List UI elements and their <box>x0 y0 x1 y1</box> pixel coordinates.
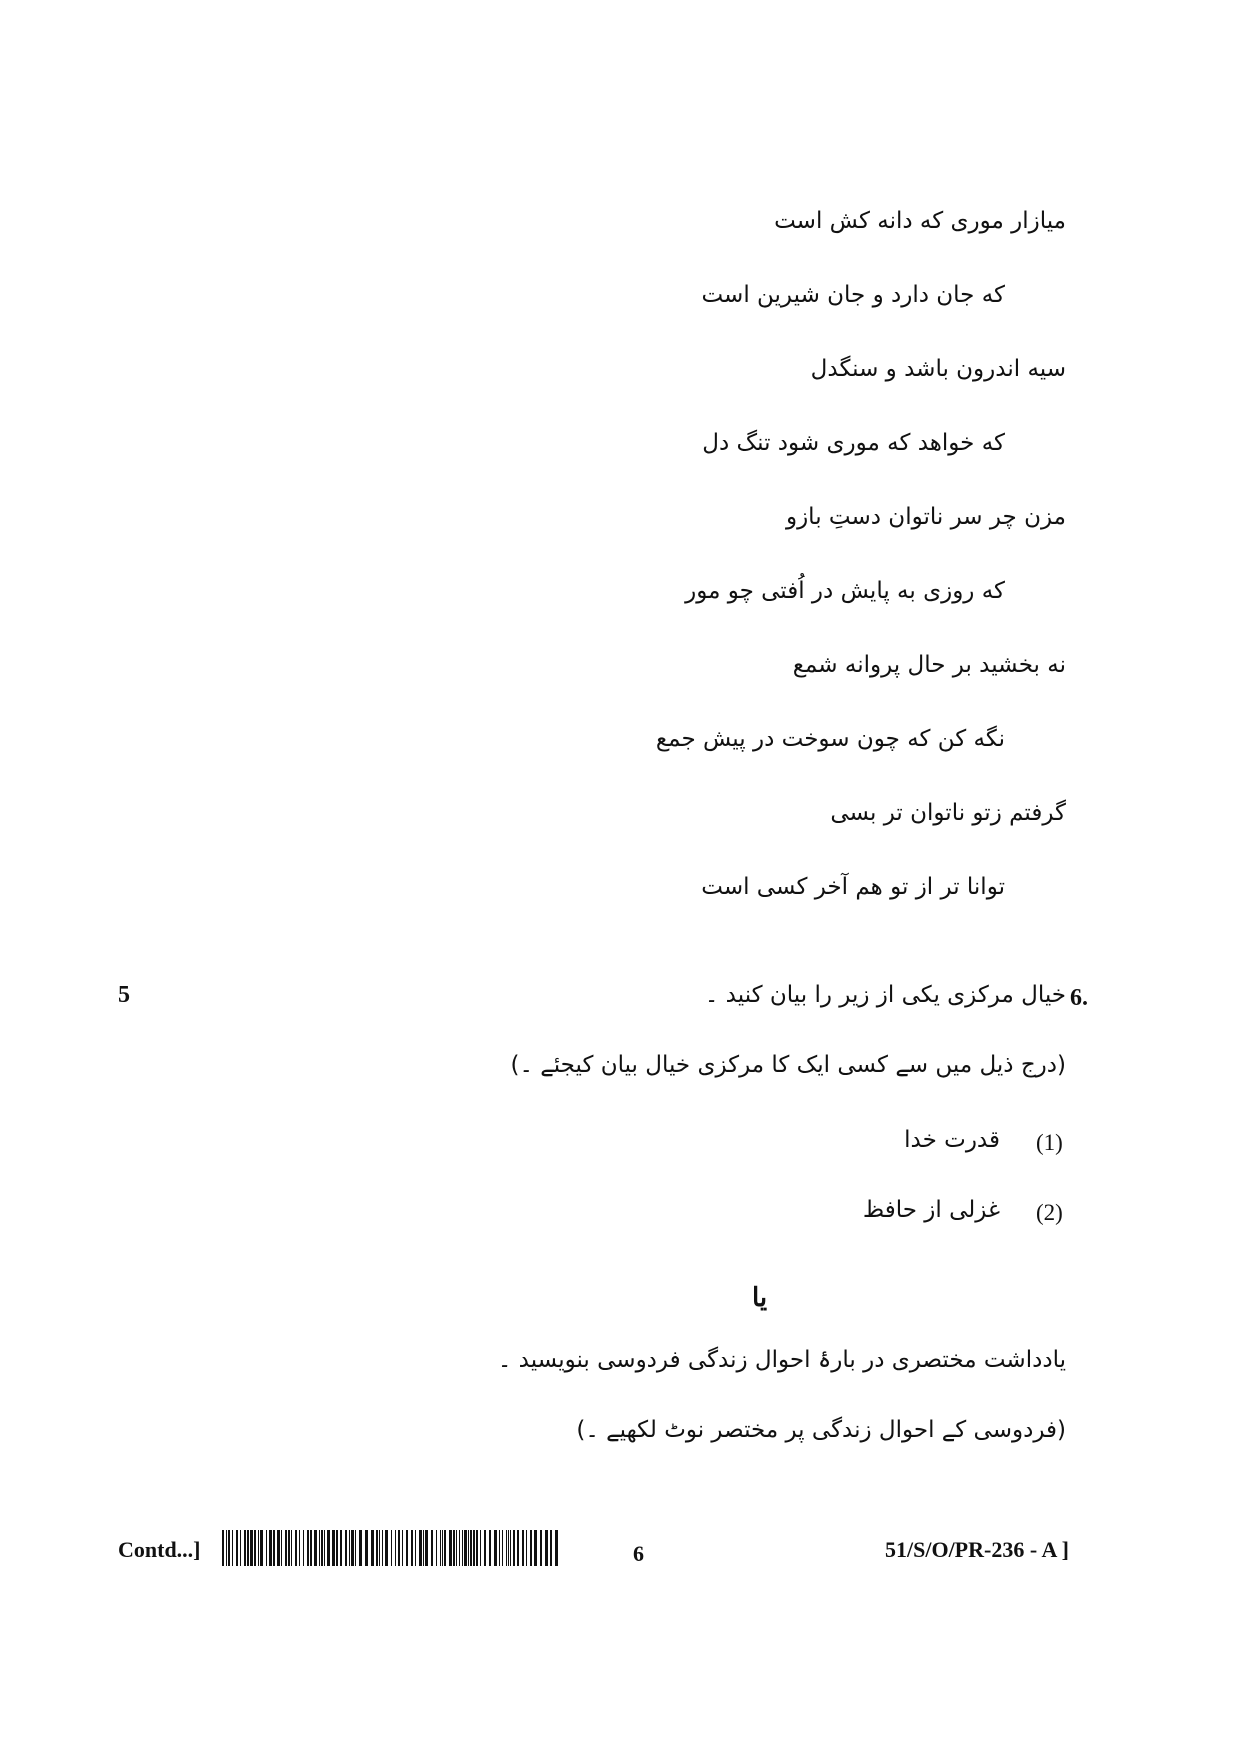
barcode-bar <box>470 1530 472 1566</box>
barcode-bar <box>222 1530 224 1566</box>
barcode-bar <box>228 1530 230 1566</box>
barcode-bar <box>273 1530 275 1566</box>
barcode-bar <box>480 1530 481 1566</box>
barcode-bar <box>464 1530 467 1566</box>
barcode-bar <box>288 1530 290 1566</box>
barcode-bar <box>502 1530 503 1566</box>
barcode-bar <box>349 1530 350 1566</box>
poem-line-10: توانا تر از تو هم آخر کسی است <box>701 874 1005 900</box>
poem-line-3: سیه اندرون باشد و سنگدل <box>810 356 1066 382</box>
barcode-bar <box>522 1530 524 1566</box>
barcode-bar <box>277 1530 280 1566</box>
poem-line-6: که روزی به پایش در اُفتی چو مور <box>685 578 1005 604</box>
barcode-bar <box>307 1530 309 1566</box>
barcode-bar <box>398 1530 400 1566</box>
poem-line-1: میازار موری که دانه کش است <box>774 208 1066 234</box>
barcode-bar <box>456 1530 457 1566</box>
contd-label: Contd...] <box>118 1537 201 1562</box>
barcode-bar <box>324 1530 325 1566</box>
barcode-bar <box>517 1530 519 1566</box>
barcode-bar <box>440 1530 441 1566</box>
barcode-bar <box>291 1530 292 1566</box>
barcode-bar <box>382 1530 383 1566</box>
barcode-bar <box>395 1530 396 1566</box>
barcode-bar <box>355 1530 356 1566</box>
barcode-bar <box>499 1530 500 1566</box>
barcode-bar <box>266 1530 267 1566</box>
barcode-bar <box>250 1530 253 1566</box>
barcode-bar <box>545 1530 548 1566</box>
option-1-number: (1) <box>1036 1130 1063 1155</box>
barcode-image <box>222 1530 562 1566</box>
option-2-text: غزلی از حافظ <box>862 1197 1000 1223</box>
alternate-question-translation: (فردوسی کے احوال زندگی پر مختصر نوٹ لکھیے ۔) <box>576 1417 1066 1443</box>
barcode-bar <box>442 1530 443 1566</box>
barcode-bar <box>281 1530 282 1566</box>
question-prompt-translation: (درج ذیل میں سے کسی ایک کا مرکزی خیال بیان کیجئے ۔) <box>510 1052 1066 1078</box>
barcode-bar <box>555 1530 558 1566</box>
barcode-bar <box>327 1530 330 1566</box>
poem-line-7: نه بخشید بر حال پروانه شمع <box>792 652 1066 678</box>
barcode-bar <box>226 1530 227 1566</box>
barcode-bar <box>269 1530 272 1566</box>
question-prompt: خیال مرکزی یکی از زیر را بیان کنید ۔ <box>704 982 1066 1008</box>
barcode-bar <box>310 1530 312 1566</box>
barcode-bar <box>321 1530 323 1566</box>
or-label: یا <box>752 1283 768 1313</box>
barcode-bar <box>530 1530 532 1566</box>
barcode-bar <box>376 1530 378 1566</box>
barcode-bar <box>379 1530 380 1566</box>
barcode-bar <box>462 1530 463 1566</box>
barcode-bar <box>526 1530 527 1566</box>
option-2-number: (2) <box>1036 1200 1063 1225</box>
barcode-bar <box>431 1530 433 1566</box>
poem-line-9: گرفتم زتو ناتوان تر بسی <box>830 800 1066 826</box>
barcode-bar <box>534 1530 537 1566</box>
option-1-text: قدرت خدا <box>904 1127 1000 1153</box>
barcode-bar <box>336 1530 338 1566</box>
barcode-bar <box>459 1530 460 1566</box>
barcode-bar <box>444 1530 446 1566</box>
poem-line-2: که جان دارد و جان شیرین است <box>701 282 1005 308</box>
barcode-bar <box>314 1530 317 1566</box>
barcode-bar <box>419 1530 422 1566</box>
barcode-bar <box>299 1530 300 1566</box>
barcode-bar <box>489 1530 491 1566</box>
barcode-bar <box>385 1530 388 1566</box>
barcode-bar <box>247 1530 249 1566</box>
barcode-bar <box>449 1530 452 1566</box>
barcode-bar <box>258 1530 259 1566</box>
barcode-bar <box>303 1530 304 1566</box>
barcode-bar <box>359 1530 362 1566</box>
poem-line-5: مزن چر سر ناتوان دستِ بازو <box>785 504 1066 530</box>
barcode-bar <box>473 1530 475 1566</box>
barcode-bar <box>423 1530 424 1566</box>
barcode-bar <box>540 1530 542 1566</box>
barcode-bar <box>340 1530 342 1566</box>
barcode-bar <box>244 1530 246 1566</box>
question-marks: 5 <box>118 982 130 1008</box>
barcode-bar <box>468 1530 469 1566</box>
barcode-bar <box>260 1530 263 1566</box>
barcode-bar <box>415 1530 416 1566</box>
barcode-bar <box>351 1530 354 1566</box>
barcode-bar <box>332 1530 335 1566</box>
barcode-bar <box>402 1530 403 1566</box>
barcode-bar <box>484 1530 486 1566</box>
paper-code: 51/S/O/PR-236 - A ] <box>885 1537 1069 1562</box>
barcode-bar <box>506 1530 507 1566</box>
barcode-bar <box>411 1530 413 1566</box>
barcode-bar <box>371 1530 374 1566</box>
barcode-bar <box>513 1530 515 1566</box>
barcode-bar <box>254 1530 256 1566</box>
barcode-bar <box>425 1530 428 1566</box>
barcode-bar <box>406 1530 408 1566</box>
barcode-bar <box>494 1530 497 1566</box>
barcode-bar <box>232 1530 233 1566</box>
poem-line-4: که خواهد که موری شود تنگ دل <box>702 430 1005 456</box>
barcode-bar <box>476 1530 478 1566</box>
barcode-bar <box>345 1530 347 1566</box>
barcode-bar <box>510 1530 511 1566</box>
poem-line-8: نگه کن که چون سوخت در پیش جمع <box>655 726 1005 752</box>
barcode-bar <box>436 1530 437 1566</box>
barcode-bar <box>550 1530 552 1566</box>
page-number: 6 <box>633 1541 644 1566</box>
barcode-bar <box>285 1530 287 1566</box>
alternate-question: یادداشت مختصری در بارۂ احوال زندگی فردوسی بنویسید ۔ <box>497 1347 1066 1373</box>
barcode-bar <box>453 1530 455 1566</box>
barcode-bar <box>236 1530 238 1566</box>
barcode-bar <box>319 1530 320 1566</box>
question-number: 6. <box>1070 985 1088 1011</box>
barcode-bar <box>508 1530 509 1566</box>
barcode-bar <box>240 1530 241 1566</box>
barcode-bar <box>391 1530 392 1566</box>
barcode-bar <box>295 1530 297 1566</box>
barcode-bar <box>365 1530 368 1566</box>
